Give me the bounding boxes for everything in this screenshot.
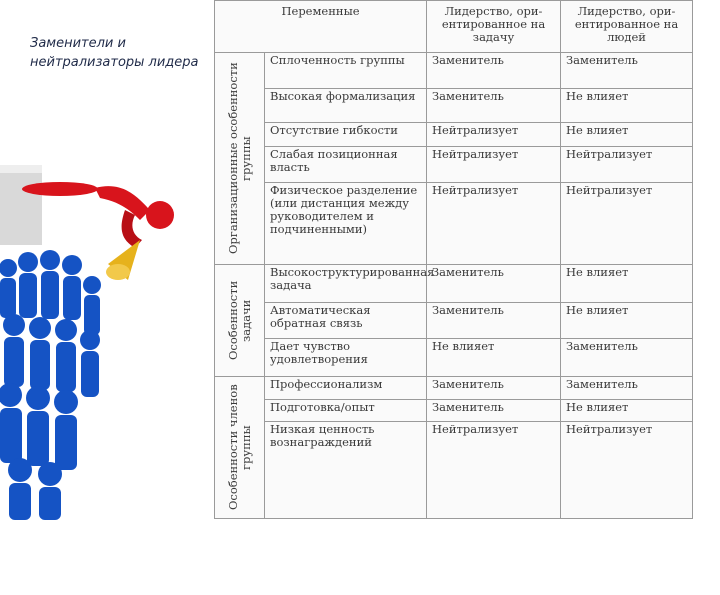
leader-figure — [22, 182, 174, 248]
variable-cell: Подготовка/опыт — [265, 400, 427, 422]
task-cell: Заменитель — [427, 400, 561, 422]
people-cell: Нейтрализует — [561, 422, 693, 519]
group-label: Организационные особенности группы — [215, 53, 265, 265]
table-row — [215, 422, 693, 519]
task-cell: Заменитель — [427, 303, 561, 339]
leader-substitutes-table — [214, 0, 693, 519]
group-label: Особенности членов группы — [215, 377, 265, 519]
people-cell: Нейтрализует — [561, 183, 693, 265]
task-cell: Нейтрализует — [427, 123, 561, 147]
leader-crowd-illustration — [0, 140, 200, 520]
table-row — [215, 303, 693, 339]
people-cell: Не влияет — [561, 89, 693, 123]
people-cell: Заменитель — [561, 339, 693, 377]
variable-cell: Высокоструктурированная задача — [265, 265, 427, 303]
table-row — [215, 377, 693, 400]
table-row — [215, 400, 693, 422]
task-cell: Не влияет — [427, 339, 561, 377]
table-row — [215, 265, 693, 303]
crowd-figures — [0, 250, 101, 520]
group-label: Особенности задачи — [215, 265, 265, 377]
header-variables: Переменные — [215, 1, 427, 53]
task-cell: Заменитель — [427, 377, 561, 400]
table-row — [215, 183, 693, 265]
task-cell: Нейтрализует — [427, 147, 561, 183]
table-row — [215, 89, 693, 123]
people-cell: Заменитель — [561, 53, 693, 89]
variable-cell: Сплоченность группы — [265, 53, 427, 89]
people-cell: Не влияет — [561, 265, 693, 303]
variable-cell: Дает чувство удовлетворения — [265, 339, 427, 377]
variable-cell: Физическое разделение (или дистанция между руководителем и подчиненными) — [265, 183, 427, 265]
variable-cell: Автоматическая обратная связь — [265, 303, 427, 339]
task-cell: Заменитель — [427, 53, 561, 89]
variable-cell: Слабая позиционная власть — [265, 147, 427, 183]
header-people-oriented: Лидерство, ори-ентированное на людей — [561, 1, 693, 53]
people-cell: Заменитель — [561, 377, 693, 400]
variable-cell: Высокая формализация — [265, 89, 427, 123]
variable-cell: Профессионализм — [265, 377, 427, 400]
variable-cell: Низкая ценность вознаграждений — [265, 422, 427, 519]
podium — [0, 165, 42, 245]
slide-title: Заменители и нейтрализаторы лидера — [30, 36, 199, 70]
task-cell: Заменитель — [427, 89, 561, 123]
people-cell: Не влияет — [561, 123, 693, 147]
table-row — [215, 339, 693, 377]
task-cell: Нейтрализует — [427, 422, 561, 519]
table-row — [215, 53, 693, 89]
variable-cell: Отсутствие гибкости — [265, 123, 427, 147]
task-cell: Нейтрализует — [427, 183, 561, 265]
header-task-oriented: Лидерство, ори-ентированное на задачу — [427, 1, 561, 53]
people-cell: Не влияет — [561, 400, 693, 422]
people-cell: Нейтрализует — [561, 147, 693, 183]
task-cell: Заменитель — [427, 265, 561, 303]
table-row — [215, 123, 693, 147]
header-row — [215, 1, 693, 53]
people-cell: Не влияет — [561, 303, 693, 339]
table-row — [215, 147, 693, 183]
